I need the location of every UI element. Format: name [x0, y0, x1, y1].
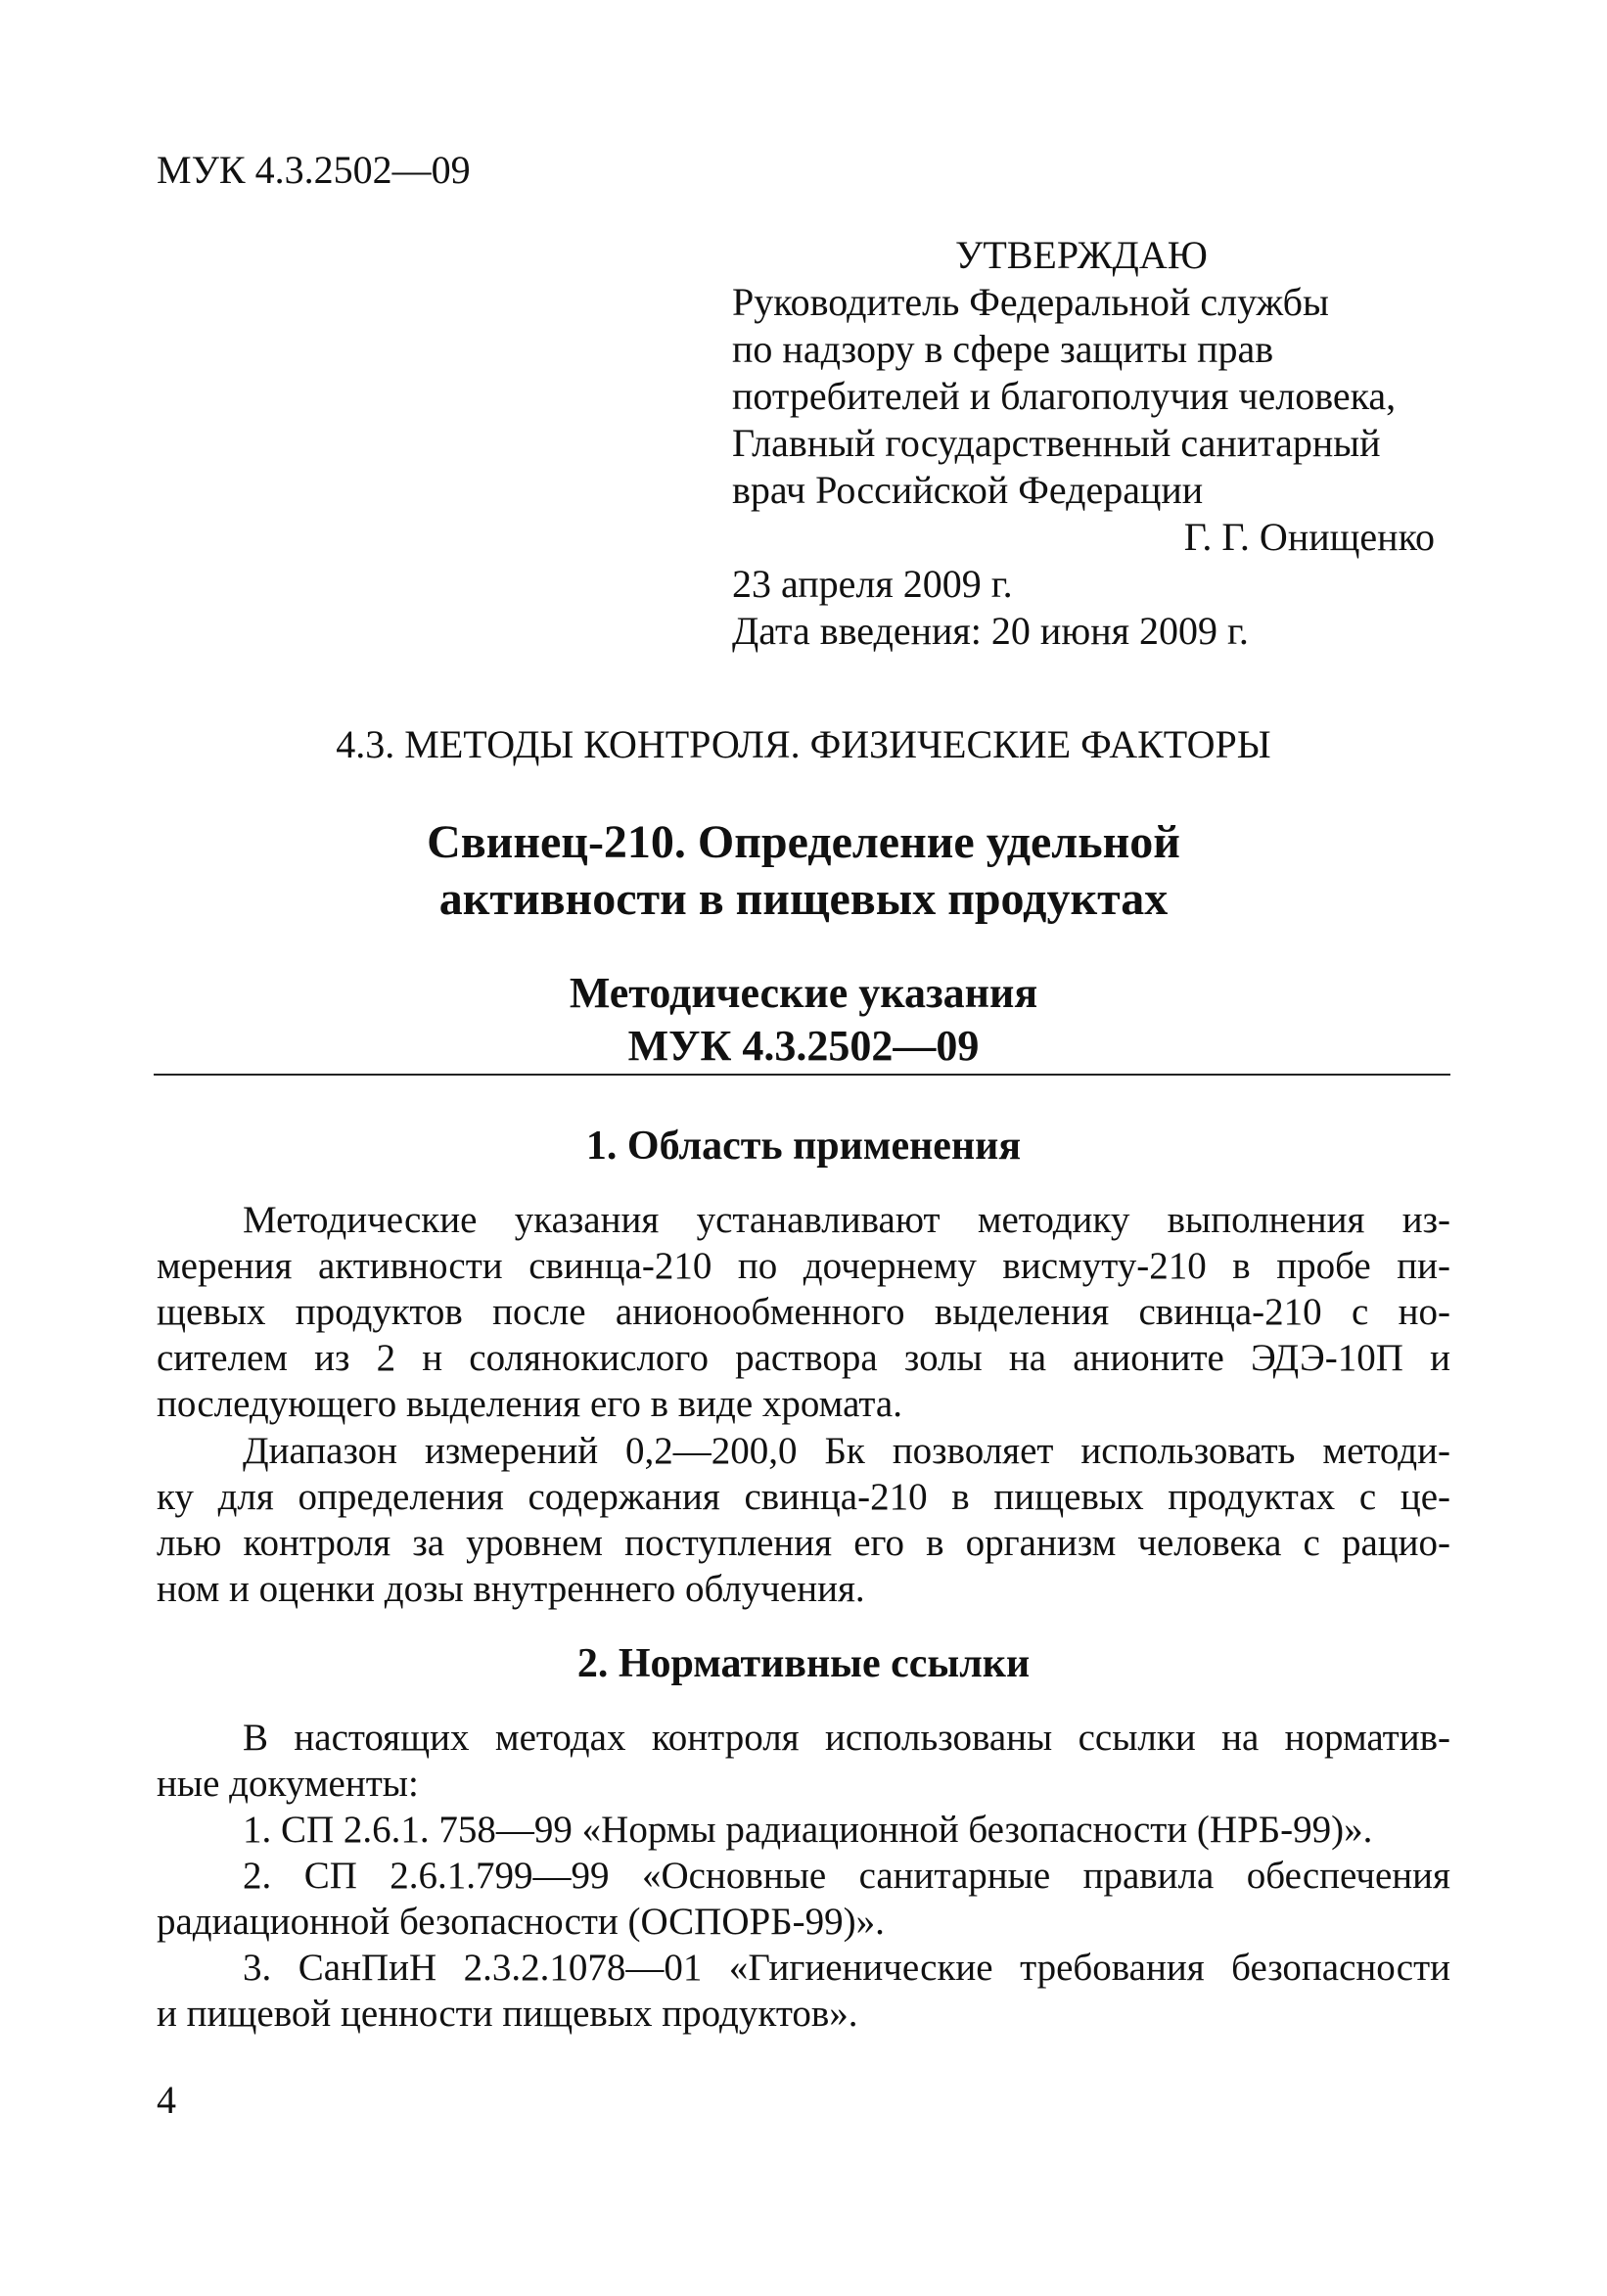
reference-item: 1. СП 2.6.1. 758—99 «Нормы радиационной безопасности (НРБ-99)». [243, 1809, 1373, 1851]
text-line: сителем из 2 н солянокислого раствора золы на анионите ЭДЭ-10П и [157, 1337, 1450, 1379]
section-2-heading: 2. Нормативные ссылки [576, 1641, 1031, 1686]
text-line: Диапазон измерений 0,2—200,0 Бк позволяет использовать методи- [243, 1430, 1450, 1472]
text-line: последующего выделения его в виде хромата. [157, 1383, 902, 1425]
reference-item-continuation: и пищевой ценности пищевых продуктов». [157, 1993, 858, 2035]
text-line: В настоящих методах контроля использованы ссылки на норматив- [243, 1717, 1450, 1759]
text-line: ном и оценки дозы внутреннего облучения. [157, 1568, 865, 1610]
text-line: щевых продуктов после анионообменного выделения свинца-210 с но- [157, 1291, 1450, 1333]
section-header: 4.3. МЕТОДЫ КОНТРОЛЯ. ФИЗИЧЕСКИЕ ФАКТОРЫ [336, 722, 1271, 766]
text-line: лью контроля за уровнем поступления его в организм человека с рацио- [157, 1522, 1450, 1564]
document-title-line: активности в пищевых продуктах [438, 873, 1169, 925]
text-line: мерения активности свинца-210 по дочернему висмуту-210 в пробе пи- [157, 1245, 1450, 1287]
text-line: ные документы: [157, 1763, 419, 1805]
document-subtitle [157, 967, 1450, 1073]
document-subtitle-line: Методические указания [569, 969, 1038, 1017]
reference-item-continuation: радиационной безопасности (ОСПОРБ-99)». [157, 1901, 885, 1943]
horizontal-rule [154, 1074, 1450, 1076]
approval-line: Главный государственный санитарный [732, 421, 1381, 465]
reference-item: 2. СП 2.6.1.799—99 «Основные санитарные правила обеспечения [243, 1855, 1450, 1897]
approval-signer: Г. Г. Онищенко [1183, 515, 1435, 559]
document-title [157, 814, 1450, 928]
running-header: МУК 4.3.2502—09 [157, 148, 471, 192]
approval-line: Руководитель Федеральной службы [732, 280, 1329, 324]
approval-line: по надзору в сфере защиты прав [732, 327, 1274, 371]
document-title-line: Свинец-210. Определение удельной [427, 816, 1180, 868]
section-1-heading: 1. Область применения [585, 1124, 1022, 1169]
text-line: Методические указания устанавливают методику выполнения из- [243, 1199, 1450, 1241]
section-2-intro [157, 1715, 1450, 1807]
approval-line: потребителей и благополучия человека, [732, 374, 1397, 418]
document-code: МУК 4.3.2502—09 [627, 1022, 980, 1070]
reference-item: 3. СанПиН 2.3.2.1078—01 «Гигиенические требования безопасности [243, 1947, 1450, 1989]
section-1-paragraph-2 [157, 1428, 1450, 1612]
approval-title: УТВЕРЖДАЮ [955, 233, 1208, 277]
text-line: ку для определения содержания свинца-210 в пищевых продуктах с це- [157, 1476, 1450, 1518]
approval-effective-date: Дата введения: 20 июня 2009 г. [732, 609, 1249, 653]
reference-list [157, 1807, 1450, 2037]
section-1-paragraph-1 [157, 1197, 1450, 1427]
approval-line: врач Российской Федерации [732, 468, 1204, 512]
approval-block [732, 232, 1446, 655]
approval-date: 23 апреля 2009 г. [732, 562, 1013, 606]
page-number: 4 [157, 2078, 176, 2122]
